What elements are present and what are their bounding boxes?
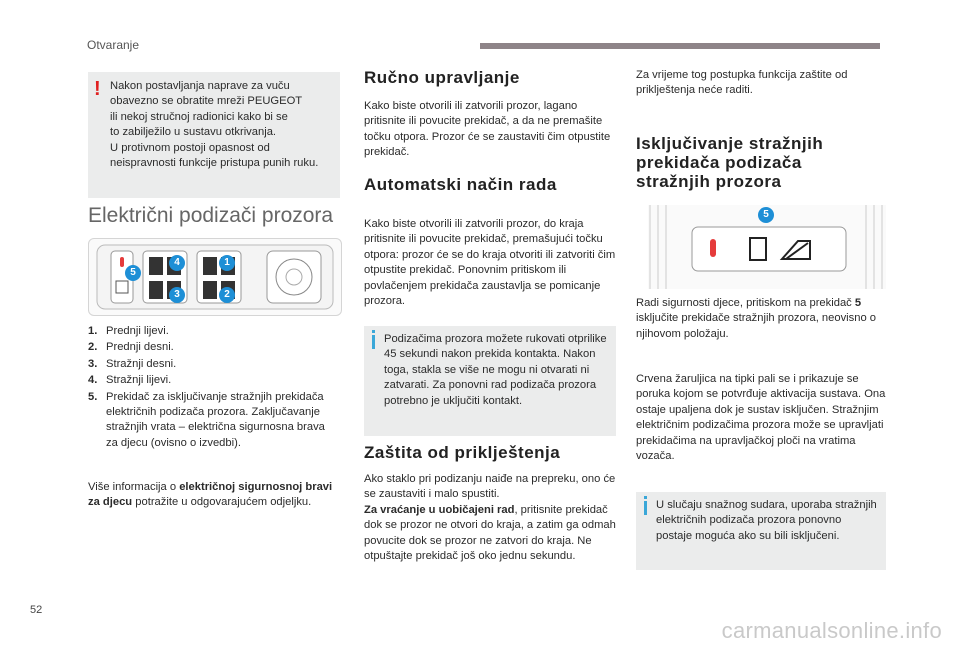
manual-text: Kako biste otvorili ili zatvorili prozor, lagano pritisnite ili povucite prekidač, a da ne premašite točku otpora. Prozor će se zaustaviti čim otpustite prekidač. — [364, 100, 611, 159]
left-title: Električni podizači prozora — [88, 204, 334, 227]
warning-line: neispravnosti funkcije pristupa punih ruku. — [110, 157, 319, 170]
badge-3: 3 — [169, 287, 185, 303]
badge-2: 2 — [219, 287, 235, 303]
warning-line: Nakon postavljanja naprave za vuču — [110, 80, 290, 92]
badge-5: 5 — [125, 265, 141, 281]
page-number: 52 — [30, 604, 43, 616]
badge-1: 1 — [219, 255, 235, 271]
window-switch-panel-image — [88, 238, 342, 316]
auto-title: Automatski način rada — [364, 175, 557, 194]
pinch-title: Zaštita od priklještenja — [364, 443, 561, 462]
rear-disable-paragraph-2: Crvena žaruljica na tipki pali se i prikazuje se poruka kojom se potvrđuje aktivacija sustava. Ona ostaje upaljena dok je sustav isključen. Stražnjim električnim podizačima prozora može se upravljati prekidačima na upravljačkoj ploči na vratima vozača. — [636, 373, 886, 463]
warning-line: to zabilježilo u sustavu otkrivanja. — [110, 126, 277, 139]
rear-disable-title: Isključivanje stražnjih prekidača podizača stražnjih prozora — [636, 134, 824, 191]
badge-5: 5 — [758, 207, 774, 223]
rear-disable-switch-image — [648, 205, 886, 289]
more-info-paragraph: Više informacija o električnoj sigurnosnoj bravi za djecu potražite u odgovarajućem odjeljku. — [88, 481, 333, 509]
auto-text: Kako biste otvorili ili zatvorili prozor, do kraja pritisnite ili povucite prekidač, premašujući točku otpora: prozor će se do kraja otvoriti ili zatvoriti čim otpustite prekidač. Ponovnim pritiskom ili povlačenjem prekidača zaustavlja se pomicanje prozora. — [364, 218, 616, 308]
list-item: 3. Stražnji desni. — [88, 357, 177, 370]
info-box-right — [636, 492, 886, 570]
warning-line: ili nekoj stručnoj radionici kako bi se — [110, 110, 288, 123]
info-icon — [644, 501, 647, 515]
badge-4: 4 — [169, 255, 185, 271]
section-title: Otvaranje — [87, 38, 140, 52]
rear-disable-paragraph-1: Radi sigurnosti djece, pritiskom na prekidač 5 isključite prekidače stražnjih prozora, neovisno o njihovom položaju. — [636, 297, 877, 340]
warning-box — [88, 72, 340, 198]
manual-title: Ručno upravljanje — [364, 68, 520, 87]
info-box — [364, 326, 616, 436]
warning-icon: ! — [94, 78, 101, 100]
switch-legend-list — [88, 324, 338, 452]
list-item: 2. Prednji desni. — [88, 341, 174, 354]
list-item: 5. Prekidač za isključivanje stražnjih prekidača električnih podizača prozora. Zaključavanje stražnjih vrata – električna sigurnosna brava za djecu (ovisno o izvedbi). — [88, 390, 325, 449]
list-item: 4. Stražnji lijevi. — [88, 374, 172, 387]
watermark: carmanualsonline.info — [721, 618, 942, 643]
warning-line: U protivnom postoji opasnost od — [110, 141, 270, 154]
info-icon — [372, 335, 375, 349]
info-text: Podizačima prozora možete rukovati otprilike 45 sekundi nakon prekida kontakta. Nakon toga, stakla se više ne mogu ni otvarati ni zatvarati. Za ponovni rad podizača prozora potrebno je uključiti kontakt. — [384, 333, 607, 407]
list-item: 1. Prednji lijevi. — [88, 325, 169, 337]
intro-text: Za vrijeme tog postupka funkcija zaštite od priklještenja neće raditi. — [636, 69, 848, 97]
warning-line: obavezno se obratite mreži PEUGEOT — [110, 95, 303, 108]
header-bar — [480, 43, 880, 49]
pinch-paragraph: Ako staklo pri podizanju naiđe na prepreku, ono će se zaustaviti i malo spustiti. Za vraćanje u uobičajeni rad, pritisnite prekidač dok se prozor ne otvori do kraja, a zatim ga odmah povucite dok se prozor ne zatvori do kraja. Ne otpuštajte prekidač još oko jednu sekundu. — [364, 473, 616, 563]
info-text-right: U slučaju snažnog sudara, uporaba stražnjih električnih podizača prozora ponovno postaje moguća ako su bili isključeni. — [656, 499, 877, 542]
